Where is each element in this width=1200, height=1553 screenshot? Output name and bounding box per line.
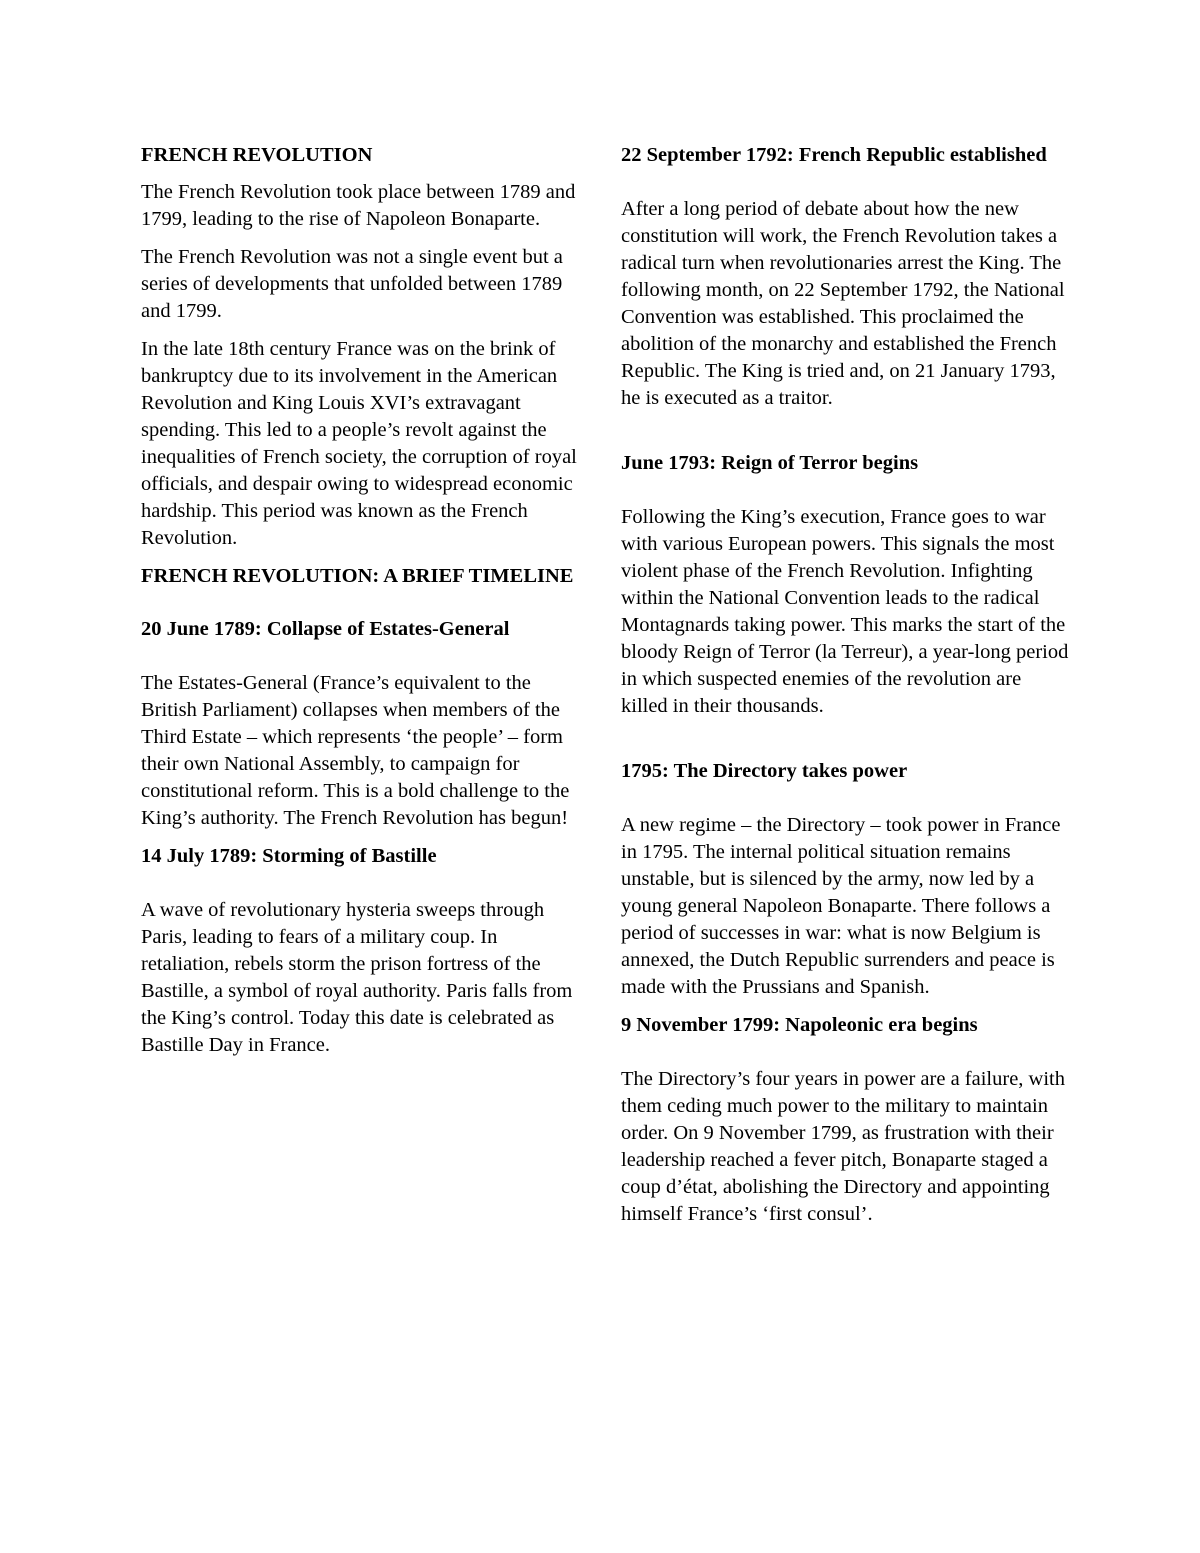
spacer [141, 654, 581, 670]
timeline-title: FRENCH REVOLUTION: A BRIEF TIMELINE [141, 565, 574, 587]
spacer [621, 796, 1071, 812]
event-heading-reign-of-terror: June 1793: Reign of Terror begins [621, 452, 919, 474]
spacer [141, 881, 581, 897]
spacer [141, 600, 581, 616]
event-body-republic: After a long period of debate about how the new constitution will work, the French Revolution takes a radical turn when revolutionaries arrest the King. The following month, on 22 September 1792, the National Convention was established. This proclaimed the abolition of the monarchy and established the French Republic. The King is tried and, on 21 January 1793, he is executed as a traitor. [621, 198, 1065, 409]
intro-paragraph-3: In the late 18th century France was on the brink of bankruptcy due to its involvement in the American Revolution and King Louis XVI’s extravagant spending. This led to a people’s revolt against the inequalities of French society, the corruption of royal officials, and despair owing to widespread economic hardship. This period was known as the French Revolution. [141, 338, 577, 549]
spacer [621, 180, 1071, 196]
event-body-estates-general: The Estates-General (France’s equivalent to the British Parliament) collapses when members of the Third Estate – which represents ‘the people’ – form their own National Assembly, to campaign for constitutional reform. This is a bold challenge to the King’s authority. The French Revolution has begun! [141, 672, 570, 829]
spacer [621, 488, 1071, 504]
document-title: FRENCH REVOLUTION [141, 144, 373, 166]
left-column [141, 142, 581, 1070]
event-body-reign-of-terror: Following the King’s execution, France goes to war with various European powers. This signals the most violent phase of the French Revolution. Infighting within the National Convention leads to the radical Montagnards taking power. This marks the start of the bloody Reign of Terror (la Terreur), a year-long period in which suspected enemies of the revolution are killed in their thousands. [621, 506, 1069, 717]
intro-paragraph-2: The French Revolution was not a single event but a series of developments that unfolded between 1789 and 1799. [141, 246, 563, 322]
event-heading-napoleonic-era: 9 November 1799: Napoleonic era begins [621, 1014, 978, 1036]
spacer [621, 731, 1071, 758]
event-heading-republic: 22 September 1792: French Republic established [621, 144, 1047, 166]
intro-paragraph-1: The French Revolution took place between 1789 and 1799, leading to the rise of Napoleon Bonaparte. [141, 181, 576, 230]
event-heading-directory: 1795: The Directory takes power [621, 760, 908, 782]
right-column [621, 142, 1071, 1239]
event-body-napoleonic-era: The Directory’s four years in power are a failure, with them ceding much power to the military to maintain order. On 9 November 1799, as frustration with their leadership reached a fever pitch, Bonaparte staged a coup d’état, abolishing the Directory and appointing himself France’s ‘first consul’. [621, 1068, 1065, 1225]
event-heading-estates-general: 20 June 1789: Collapse of Estates-General [141, 618, 510, 640]
spacer [621, 1050, 1071, 1066]
spacer [621, 423, 1071, 450]
event-body-bastille: A wave of revolutionary hysteria sweeps through Paris, leading to fears of a military coup. In retaliation, rebels storm the prison fortress of the Bastille, a symbol of royal authority. Paris falls from the King’s control. Today this date is celebrated as Bastille Day in France. [141, 899, 573, 1056]
event-body-directory: A new regime – the Directory – took power in France in 1795. The internal political situation remains unstable, but is silenced by the army, now led by a young general Napoleon Bonaparte. There follows a period of successes in war: what is now Belgium is annexed, the Dutch Republic surrenders and peace is made with the Prussians and Spanish. [621, 814, 1061, 998]
event-heading-bastille: 14 July 1789: Storming of Bastille [141, 845, 437, 867]
